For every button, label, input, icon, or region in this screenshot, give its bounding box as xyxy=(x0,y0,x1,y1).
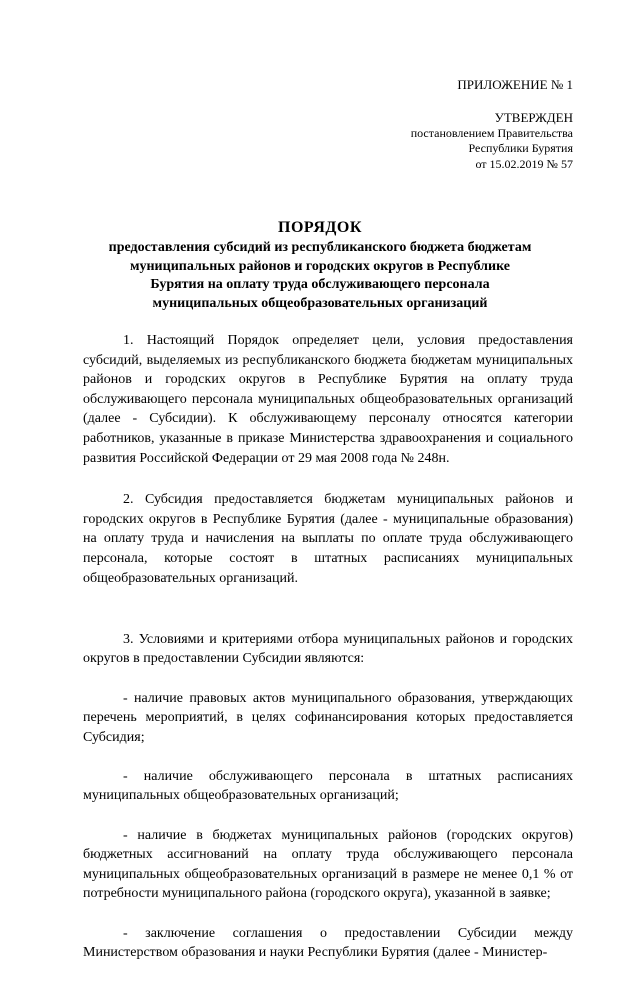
paragraph-3 xyxy=(83,610,573,982)
document-body xyxy=(83,331,573,982)
date-number-line: от 15.02.2019 № 57 xyxy=(475,156,573,171)
document-title: ПОРЯДОК xyxy=(278,219,362,236)
approved-label: УТВЕРЖДЕН xyxy=(494,110,573,125)
paragraph-2-text: 2. Субсидия предоставляется бюджетам муниципальных районов и городских округов в Республике Бурятия (далее - муниципальные образования) на оплату труда и начисления на выплаты по оплате труда обслуживающего персонала, которые состоят в штатных расписаниях муниципальных общеобразовательных организаций. xyxy=(83,492,573,586)
document-title-block xyxy=(90,218,550,313)
list-item: - наличие обслуживающего персонала в штатных расписаниях муниципальных общеобразовательных организаций; xyxy=(83,768,573,804)
paragraph-3-intro: 3. Условиями и критериями отбора муниципальных районов и городских округов в предоставлении Субсидии являются: xyxy=(83,631,573,667)
paragraph-1-text: 1. Настоящий Порядок определяет цели, условия предоставления субсидий, выделяемых из республиканского бюджета бюджетам муниципальных районов и городских округов в Республике Бурятия на оплату труда обслуживающего персонала муниципальных общеобразовательных организаций (далее - Субсидии). К обслуживающему персоналу относятся категории работников, указанные в приказе Министерства здравоохранения и социального развития Российской Федерации от 29 мая 2008 года № 248н. xyxy=(83,333,573,466)
approval-block xyxy=(411,110,573,172)
list-item: - наличие в бюджетах муниципальных районов (городских округов) бюджетных ассигнований на оплату труда обслуживающего персонала муниципальных общеобразовательных организаций в размере не менее 0,1 % от потребности муниципального района (городского округа), указанной в заявке; xyxy=(83,827,573,902)
document-subtitle: предоставления субсидий из республиканского бюджета бюджетам муниципальных районов и городских округов в Республике Бурятия на оплату труда обслуживающего персонала муниципальных общеобразовательных организаций xyxy=(108,240,532,311)
list-item: - заключение соглашения о предоставлении Субсидии между Министерством образования и науки Республики Бурятия (далее - Министер- xyxy=(83,925,573,961)
appendix-label: ПРИЛОЖЕНИЕ № 1 xyxy=(457,77,573,92)
paragraph-1 xyxy=(83,331,573,468)
resolution-line: постановлением Правительства xyxy=(410,125,573,140)
list-item: - наличие правовых актов муниципального образования, утверждающих перечень мероприятий, в целях софинансирования которых предоставляется Субсидия; xyxy=(83,690,573,745)
republic-line: Республики Бурятия xyxy=(468,141,573,155)
paragraph-2 xyxy=(83,490,573,588)
